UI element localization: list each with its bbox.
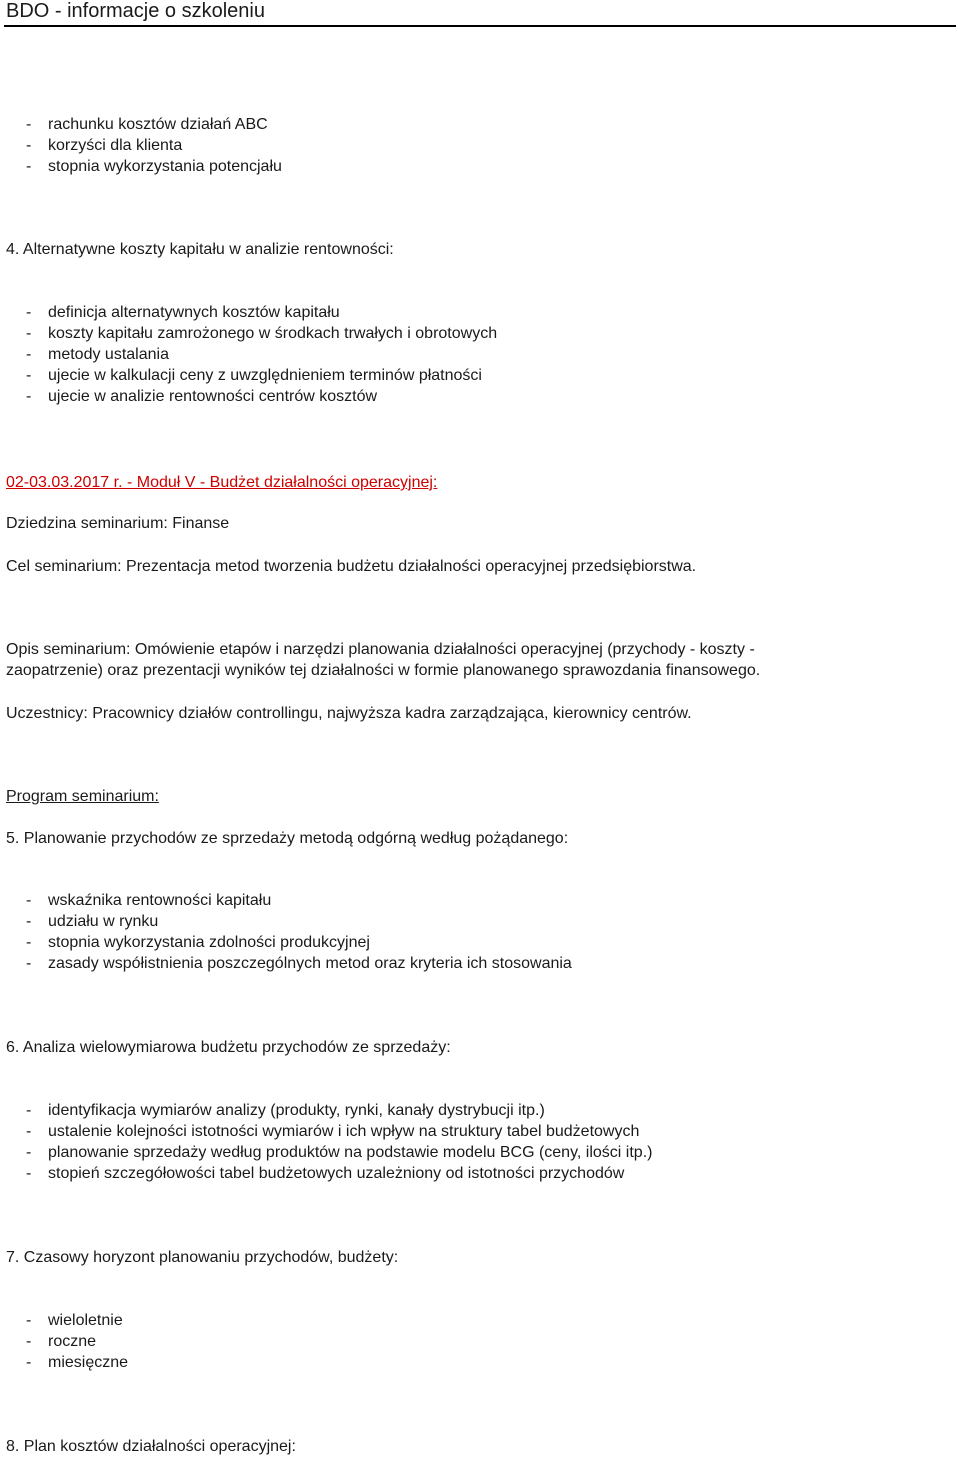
section-6-title: 6. Analiza wielowymiarowa budżetu przychodów ze sprzedaży: bbox=[6, 1039, 451, 1056]
list-item: - roczne bbox=[26, 1333, 97, 1350]
list-item: - planowanie sprzedaży według produktów na podstawie modelu BCG (ceny, ilości itp.) bbox=[26, 1144, 653, 1161]
bullet-dash: - bbox=[26, 1312, 32, 1329]
module-heading bbox=[6, 472, 437, 493]
bullet-list-a bbox=[26, 114, 282, 177]
section-5-list bbox=[26, 890, 572, 974]
page-title: BDO - informacje o szkoleniu bbox=[6, 0, 265, 22]
section-6-list bbox=[26, 1100, 652, 1184]
section-4-list bbox=[26, 302, 497, 407]
list-item: - wskaźnika rentowności kapitału bbox=[26, 892, 272, 909]
section-8-title: 8. Plan kosztów działalności operacyjnej: bbox=[6, 1438, 296, 1455]
seminar-goal: Cel seminarium: Prezentacja metod tworzenia budżetu działalności operacyjnej przedsiębiorstwa. bbox=[6, 558, 697, 575]
bullet-dash: - bbox=[26, 913, 32, 930]
section-7-list bbox=[26, 1310, 128, 1373]
bullet-dash: - bbox=[26, 1102, 32, 1119]
module-title: - Moduł V - Budżet działalności operacyjnej: bbox=[122, 474, 438, 491]
bullet-dash: - bbox=[26, 367, 32, 384]
bullet-dash: - bbox=[26, 934, 32, 951]
list-item: - stopień szczegółowości tabel budżetowych uzależniony od istotności przychodów bbox=[26, 1165, 625, 1182]
bullet-dash: - bbox=[26, 304, 32, 321]
bullet-dash: - bbox=[26, 1123, 32, 1140]
bullet-dash: - bbox=[26, 325, 32, 342]
list-item: - rachunku kosztów działań ABC bbox=[26, 116, 268, 133]
list-item: - korzyści dla klienta bbox=[26, 137, 183, 154]
header-divider bbox=[4, 25, 956, 27]
seminar-domain: Dziedzina seminarium: Finanse bbox=[6, 515, 230, 532]
module-date: 02-03.03.2017 r. bbox=[6, 474, 123, 491]
list-item: - stopnia wykorzystania zdolności produkcyjnej bbox=[26, 934, 370, 951]
bullet-dash: - bbox=[26, 346, 32, 363]
list-item: - koszty kapitału zamrożonego w środkach trwałych i obrotowych bbox=[26, 325, 498, 342]
list-item: - ujecie w analizie rentowności centrów kosztów bbox=[26, 388, 378, 405]
page-header bbox=[0, 0, 960, 28]
list-item: - udziału w rynku bbox=[26, 913, 159, 930]
list-item: - zasady współistnienia poszczególnych metod oraz kryteria ich stosowania bbox=[26, 955, 572, 972]
bullet-dash: - bbox=[26, 1354, 32, 1371]
section-5-title: 5. Planowanie przychodów ze sprzedaży metodą odgórną według pożądanego: bbox=[6, 830, 569, 847]
list-item: - stopnia wykorzystania potencjału bbox=[26, 158, 282, 175]
bullet-dash: - bbox=[26, 892, 32, 909]
bullet-dash: - bbox=[26, 1144, 32, 1161]
list-item: - ujecie w kalkulacji ceny z uwzględnieniem terminów płatności bbox=[26, 367, 482, 384]
seminar-description-line1: Opis seminarium: Omówienie etapów i narzędzi planowania działalności operacyjnej (przychody - koszty - bbox=[6, 641, 755, 658]
bullet-dash: - bbox=[26, 137, 32, 154]
program-label: Program seminarium: bbox=[6, 788, 159, 805]
bullet-dash: - bbox=[26, 116, 32, 133]
list-item: - identyfikacja wymiarów analizy (produkty, rynki, kanały dystrybucji itp.) bbox=[26, 1102, 545, 1119]
list-item: - definicja alternatywnych kosztów kapitału bbox=[26, 304, 340, 321]
bullet-dash: - bbox=[26, 158, 32, 175]
list-item: - wieloletnie bbox=[26, 1312, 123, 1329]
bullet-dash: - bbox=[26, 1165, 32, 1182]
bullet-dash: - bbox=[26, 955, 32, 972]
list-item: - miesięczne bbox=[26, 1354, 129, 1371]
seminar-participants: Uczestnicy: Pracownicy działów controllingu, najwyższa kadra zarządzająca, kierownicy centrów. bbox=[6, 705, 692, 722]
list-item: - ustalenie kolejności istotności wymiarów i ich wpływ na struktury tabel budżetowych bbox=[26, 1123, 640, 1140]
bullet-dash: - bbox=[26, 1333, 32, 1350]
list-item: - metody ustalania bbox=[26, 346, 169, 363]
seminar-description-line2: zaopatrzenie) oraz prezentacji wyników tej działalności w formie planowanego sprawozdania finansowego. bbox=[6, 662, 761, 679]
bullet-dash: - bbox=[26, 388, 32, 405]
section-4-title: 4. Alternatywne koszty kapitału w analizie rentowności: bbox=[6, 241, 394, 258]
section-7-title: 7. Czasowy horyzont planowaniu przychodów, budżety: bbox=[6, 1249, 399, 1266]
